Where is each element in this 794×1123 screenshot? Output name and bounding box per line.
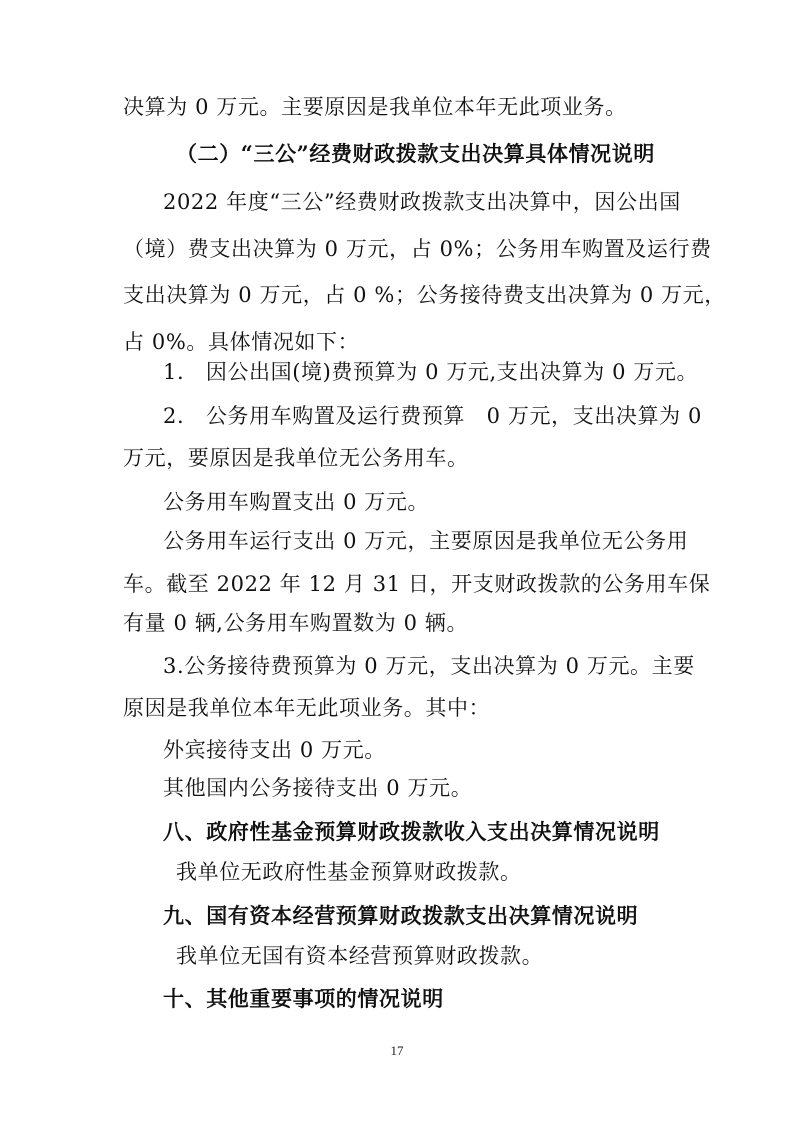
section-heading: 十、其他重要事项的情况说明 [163, 987, 444, 1011]
body-text-line: 我单位无国有资本经营预算财政拨款。 [176, 944, 544, 968]
body-text-line: 1. 因公出国(境)费预算为 0 万元,支出决算为 0 万元。 [163, 360, 699, 384]
body-text-line: 2. 公务用车购置及运行费预算 0 万元，支出决算为 0 [163, 404, 702, 428]
body-text-line: 公务用车运行支出 0 万元，主要原因是我单位无公务用 [163, 529, 689, 553]
body-text-line: 占 0%。具体情况如下： [123, 330, 360, 354]
body-text-line: 决算为 0 万元。主要原因是我单位本年无此项业务。 [123, 95, 627, 119]
body-text-line: （境）费支出决算为 0 万元，占 0%；公务用车购置及运行费 [123, 237, 712, 261]
body-text-line: 2022 年度“三公”经费财政拨款支出决算中，因公出国 [163, 190, 681, 214]
section-heading: 九、国有资本经营预算财政拨款支出决算情况说明 [163, 904, 639, 928]
section-heading: 八、政府性基金预算财政拨款收入支出决算情况说明 [163, 820, 660, 844]
body-text-line: 公务用车购置支出 0 万元。 [163, 490, 430, 514]
body-text-line: 支出决算为 0 万元，占 0 %；公务接待费支出决算为 0 万元， [123, 283, 726, 307]
body-text-line: 外宾接待支出 0 万元。 [163, 738, 386, 762]
body-text-line: 其他国内公务接待支出 0 万元。 [163, 776, 473, 800]
section-subheading: （二）“三公”经费财政拨款支出决算具体情况说明 [176, 141, 655, 166]
body-text-line: 万元，要原因是我单位无公务用车。 [123, 446, 469, 470]
body-text-line: 我单位无政府性基金预算财政拨款。 [176, 860, 522, 884]
body-text-line: 3.公务接待费预算为 0 万元，支出决算为 0 万元。主要 [163, 654, 695, 678]
body-text-line: 原因是我单位本年无此项业务。其中： [123, 696, 491, 720]
page-number: 17 [390, 1043, 404, 1058]
body-text-line: 有量 0 辆,公务用车购置数为 0 辆。 [123, 611, 469, 635]
body-text-line: 车。截至 2022 年 12 月 31 日，开支财政拨款的公务用车保 [123, 572, 711, 596]
